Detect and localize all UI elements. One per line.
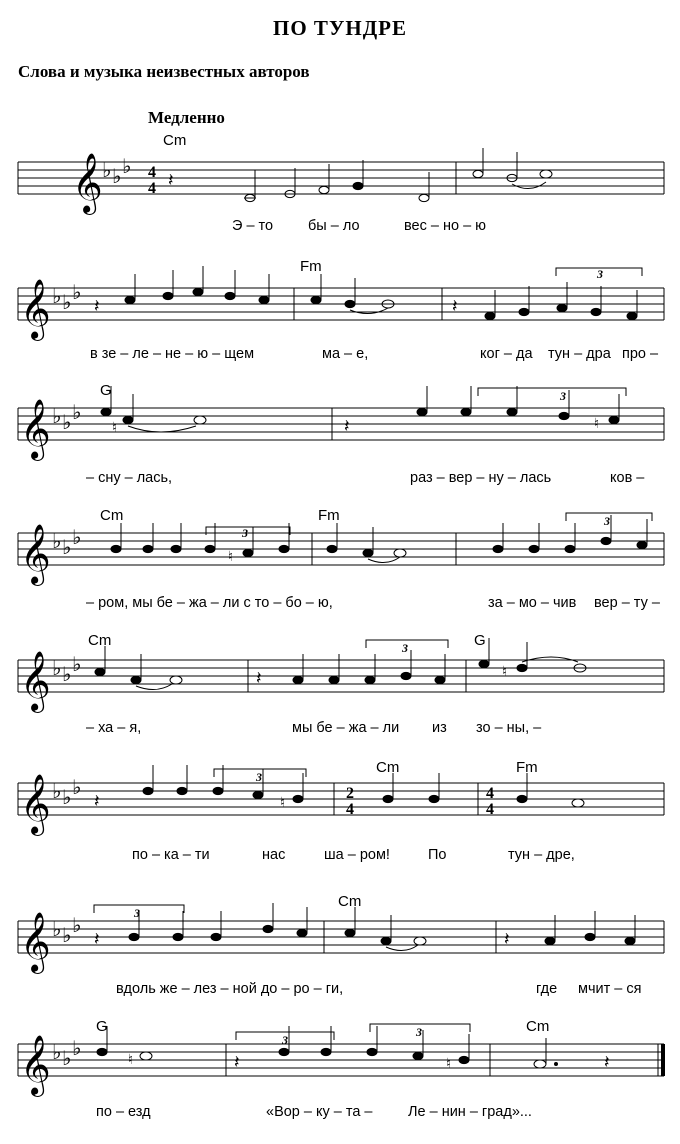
chord-symbol: Cm bbox=[376, 759, 400, 776]
staff-system-3 bbox=[0, 380, 680, 508]
flat-icon: ♭ bbox=[62, 290, 72, 314]
lyric-text: ша – ром! bbox=[324, 847, 390, 863]
chord-symbol: G bbox=[96, 1018, 108, 1035]
flat-icon: ♭ bbox=[72, 280, 82, 304]
treble-clef-icon: 𝄞 bbox=[20, 1035, 51, 1095]
flat-icon: ♭ bbox=[52, 656, 62, 680]
flat-icon: ♭ bbox=[72, 652, 82, 676]
song-title: ПО ТУНДРЕ bbox=[273, 16, 407, 40]
lyric-text: «Вор – ку – та – bbox=[266, 1104, 373, 1120]
music-staff bbox=[0, 632, 680, 760]
chord-symbol: Cm bbox=[100, 507, 124, 524]
flat-icon: ♭ bbox=[62, 923, 72, 947]
lyric-text: нас bbox=[262, 847, 286, 863]
music-staff bbox=[0, 130, 680, 258]
flat-icon: ♭ bbox=[52, 404, 62, 428]
flat-icon: ♭ bbox=[72, 400, 82, 424]
lyric-text: вес – но – ю bbox=[404, 218, 487, 234]
lyric-text: вдоль же – лез – ной до – ро – ги, bbox=[116, 981, 344, 997]
flat-icon: ♭ bbox=[52, 529, 62, 553]
lyric-text: мчит – ся bbox=[578, 981, 642, 997]
final-barline bbox=[661, 1044, 665, 1076]
svg-text:𝄽: 𝄽 bbox=[344, 416, 350, 436]
flat-icon: ♭ bbox=[62, 662, 72, 686]
chord-symbol: G bbox=[474, 632, 486, 649]
authors-credit: Слова и музыка неизвестных авторов bbox=[18, 62, 310, 81]
lyric-text: за – мо – чив bbox=[488, 595, 577, 611]
svg-text:𝄽: 𝄽 bbox=[504, 929, 510, 949]
flat-icon: ♭ bbox=[102, 158, 112, 182]
staff-system-2 bbox=[0, 256, 680, 384]
flat-icon: ♭ bbox=[52, 917, 62, 941]
lyric-text: ког – да bbox=[480, 346, 533, 362]
lyric-text: По bbox=[428, 847, 447, 863]
staff-system-5 bbox=[0, 632, 680, 760]
triplet-mark: 3 bbox=[282, 1033, 288, 1047]
svg-text:𝄽: 𝄽 bbox=[256, 668, 262, 688]
flat-icon: ♭ bbox=[62, 410, 72, 434]
time-signature-numerator: 2 bbox=[346, 785, 354, 802]
flat-icon: ♭ bbox=[72, 775, 82, 799]
svg-text:𝄽: 𝄽 bbox=[234, 1052, 240, 1072]
lyric-text: – сну – лась, bbox=[86, 470, 173, 486]
triplet-mark: 3 bbox=[560, 389, 566, 403]
music-staff bbox=[0, 893, 680, 1021]
svg-text:♮: ♮ bbox=[228, 548, 234, 564]
quarter-rest-icon: 𝄽 bbox=[168, 170, 174, 190]
music-staff bbox=[0, 505, 680, 633]
flat-icon: ♭ bbox=[52, 779, 62, 803]
treble-clef-icon: 𝄞 bbox=[20, 524, 51, 584]
svg-text:♮: ♮ bbox=[446, 1055, 452, 1071]
lyric-text: по – езд bbox=[96, 1104, 151, 1120]
quarter-rest-icon: 𝄽 bbox=[94, 296, 100, 316]
time-signature-numerator: 4 bbox=[148, 164, 156, 181]
chord-symbol: Cm bbox=[338, 893, 362, 910]
triplet-mark: 3 bbox=[256, 770, 262, 784]
time-signature-numerator: 4 bbox=[486, 785, 494, 802]
treble-clef-icon: 𝄞 bbox=[20, 279, 51, 339]
time-signature-denominator: 4 bbox=[148, 180, 156, 197]
lyric-text: ма – е, bbox=[322, 346, 369, 362]
triplet-mark: 3 bbox=[604, 514, 610, 528]
chord-symbol: Fm bbox=[300, 258, 322, 275]
svg-text:𝄽: 𝄽 bbox=[452, 296, 458, 316]
lyric-text: вер – ту – bbox=[594, 595, 660, 611]
lyric-text: Э – то bbox=[232, 218, 274, 234]
staff-system-6 bbox=[0, 755, 680, 883]
lyric-text: ков – bbox=[610, 470, 645, 486]
svg-text:♮: ♮ bbox=[280, 794, 286, 810]
lyric-text: где bbox=[536, 981, 558, 997]
flat-icon: ♭ bbox=[52, 284, 62, 308]
time-signature-denominator: 4 bbox=[486, 801, 494, 818]
lyric-text: про – bbox=[622, 346, 659, 362]
chord-symbol: Cm bbox=[526, 1018, 550, 1035]
svg-text:𝄽: 𝄽 bbox=[604, 1052, 610, 1072]
tempo-marking: Медленно bbox=[148, 108, 225, 127]
lyric-text: – ха – я, bbox=[86, 720, 142, 736]
flat-icon: ♭ bbox=[112, 164, 122, 188]
treble-clef-icon: 𝄞 bbox=[20, 399, 51, 459]
staff-system-1 bbox=[0, 130, 680, 258]
treble-clef-icon: 𝄞 bbox=[72, 153, 103, 213]
triplet-mark: 3 bbox=[416, 1025, 422, 1039]
triplet-mark: 3 bbox=[242, 526, 248, 540]
chord-symbol: Fm bbox=[516, 759, 538, 776]
flat-icon: ♭ bbox=[122, 154, 132, 178]
treble-clef-icon: 𝄞 bbox=[20, 912, 51, 972]
triplet-mark: 3 bbox=[597, 267, 603, 281]
triplet-mark: 3 bbox=[402, 641, 408, 655]
lyric-text: зо – ны, – bbox=[476, 720, 542, 736]
flat-icon: ♭ bbox=[62, 785, 72, 809]
chord-symbol: G bbox=[100, 382, 112, 399]
treble-clef-icon: 𝄞 bbox=[20, 774, 51, 834]
lyric-text: из bbox=[432, 720, 447, 736]
lyric-text: в зе – ле – не – ю – щем bbox=[90, 346, 255, 362]
triplet-mark: 3 bbox=[134, 906, 140, 920]
music-staff bbox=[0, 256, 680, 384]
staff-system-8 bbox=[0, 1016, 680, 1144]
staff-system-7 bbox=[0, 893, 680, 1021]
svg-text:♮: ♮ bbox=[502, 663, 508, 679]
flat-icon: ♭ bbox=[62, 1046, 72, 1070]
time-signature-denominator: 4 bbox=[346, 801, 354, 818]
lyric-text: тун – дра bbox=[548, 346, 611, 362]
svg-text:𝄽: 𝄽 bbox=[94, 929, 100, 949]
lyric-text: Ле – нин – град»... bbox=[408, 1104, 532, 1120]
chord-symbol: Fm bbox=[318, 507, 340, 524]
chord-symbol: Cm bbox=[163, 132, 187, 149]
lyric-text: по – ка – ти bbox=[132, 847, 210, 863]
staff-system-4 bbox=[0, 505, 680, 633]
treble-clef-icon: 𝄞 bbox=[20, 651, 51, 711]
svg-text:♮: ♮ bbox=[594, 415, 600, 431]
flat-icon: ♭ bbox=[72, 913, 82, 937]
svg-text:♮: ♮ bbox=[112, 419, 118, 435]
lyric-text: – ром, мы бе – жа – ли с то – бо – ю, bbox=[86, 595, 333, 611]
lyric-text: раз – вер – ну – лась bbox=[410, 470, 552, 486]
music-staff bbox=[0, 380, 680, 508]
lyric-text: мы бе – жа – ли bbox=[292, 720, 400, 736]
svg-text:𝄽: 𝄽 bbox=[94, 791, 100, 811]
flat-icon: ♭ bbox=[62, 535, 72, 559]
lyric-text: тун – дре, bbox=[508, 847, 575, 863]
chord-symbol: Cm bbox=[88, 632, 112, 649]
music-staff bbox=[0, 755, 680, 883]
svg-text:♮: ♮ bbox=[128, 1051, 134, 1067]
flat-icon: ♭ bbox=[72, 1036, 82, 1060]
flat-icon: ♭ bbox=[52, 1040, 62, 1064]
flat-icon: ♭ bbox=[72, 525, 82, 549]
lyric-text: бы – ло bbox=[308, 218, 360, 234]
